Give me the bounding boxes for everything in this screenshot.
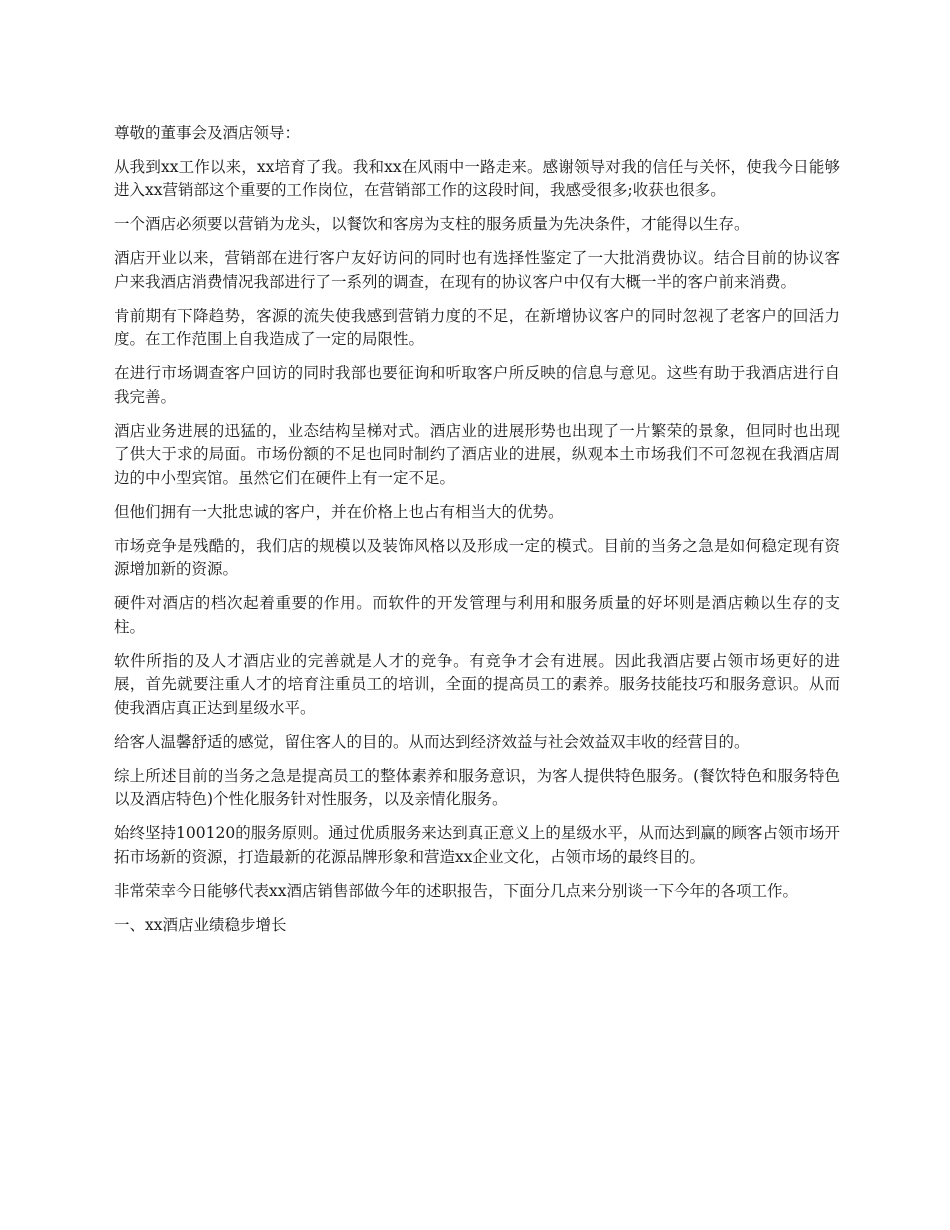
paragraph: 酒店业务进展的迅猛的，业态结构呈梯对式。酒店业的进展形势也出现了一片繁荣的景象，但同时也出现了供大于求的局面。市场份额的不足也同时制约了酒店业的进展，纵观本土市场我们不可忽视在我酒店周边的中小型宾馆。虽然它们在硬件上有一定不足。 <box>114 421 840 487</box>
paragraph: 非常荣幸今日能够代表xx酒店销售部做今年的述职报告，下面分几点来分别谈一下今年的各项工作。 <box>114 881 798 900</box>
paragraph: 软件所指的及人才酒店业的完善就是人才的竞争。有竞争才会有进展。因此我酒店要占领市场更好的进展，首先就要注重人才的培育注重员工的培训，全面的提高员工的素养。服务技能技巧和服务意识。从而使我酒店真正达到星级水平。 <box>114 651 840 717</box>
paragraph: 始终坚持100120的服务原则。通过优质服务来达到真正意义上的星级水平，从而达到赢的顾客占领市场开拓市场新的资源，打造最新的花源品牌形象和营造xx企业文化，占领市场的最终目的。 <box>114 824 840 866</box>
paragraph: 酒店开业以来，营销部在进行客户友好访问的同时也有选择性鉴定了一大批消费协议。结合目前的协议客户来我酒店消费情况我部进行了一系列的调查，在现有的协议客户中仅有大概一半的客户前来消费。 <box>114 249 840 291</box>
paragraph: 给客人温馨舒适的感觉，留住客人的目的。从而达到经济效益与社会效益双丰收的经营目的。 <box>114 732 750 751</box>
section-heading: 一、xx酒店业绩稳步增长 <box>114 915 287 934</box>
document-body <box>114 122 840 948</box>
paragraph: 综上所述目前的当务之急是提高员工的整体素养和服务意识，为客人提供特色服务。(餐饮特色和服务特色以及酒店特色)个性化服务针对性服务，以及亲情化服务。 <box>114 766 840 808</box>
paragraph: 硬件对酒店的档次起着重要的作用。而软件的开发管理与利用和服务质量的好坏则是酒店赖以生存的支柱。 <box>114 594 840 636</box>
salutation: 尊敬的董事会及酒店领导： <box>114 124 301 142</box>
paragraph: 在进行市场调查客户回访的同时我部也要征询和听取客户所反映的信息与意见。这些有助于我酒店进行自我完善。 <box>114 364 840 406</box>
paragraph: 从我到xx工作以来，xx培育了我。我和xx在风雨中一路走来。感谢领导对我的信任与关怀，使我今日能够进入xx营销部这个重要的工作岗位，在营销部工作的这段时间，我感受很多;收获也很多。 <box>114 157 840 199</box>
paragraph: 市场竞争是残酷的，我们店的规模以及装饰风格以及形成一定的模式。目前的当务之急是如何稳定现有资源增加新的资源。 <box>114 536 840 578</box>
paragraph: 一个酒店必须要以营销为龙头，以餐饮和客房为支柱的服务质量为先决条件，才能得以生存。 <box>114 215 750 233</box>
paragraph: 肯前期有下降趋势，客源的流失使我感到营销力度的不足，在新增协议客户的同时忽视了老客户的回活力度。在工作范围上自我造成了一定的局限性。 <box>114 306 840 348</box>
paragraph: 但他们拥有一大批忠诚的客户，并在价格上也占有相当大的优势。 <box>114 502 564 521</box>
